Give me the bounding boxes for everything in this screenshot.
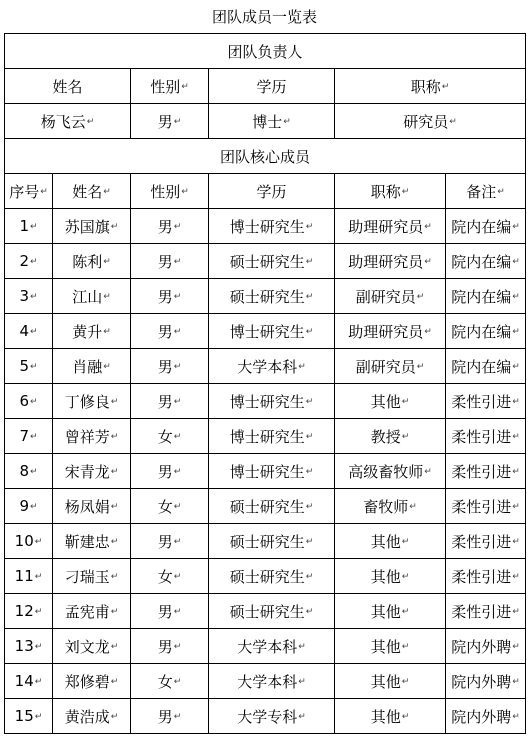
cell-gender: 女 ↵	[131, 559, 209, 594]
cell-note: 柔性引进 ↵	[446, 419, 526, 454]
leader-header-name: 姓名	[5, 69, 131, 104]
core-header-index: 序号 ↵	[5, 174, 53, 209]
cell-index: 11 ↵	[5, 559, 53, 594]
cell-note: 柔性引进 ↵	[446, 594, 526, 629]
cell-position: 副研究员 ↵	[335, 349, 446, 384]
table-row	[5, 419, 526, 454]
cell-index: 2 ↵	[5, 244, 53, 279]
cell-name: 江山 ↵	[53, 279, 131, 314]
cell-gender: 女 ↵	[131, 664, 209, 699]
table-row	[5, 594, 526, 629]
leader-section-heading-row	[5, 34, 526, 69]
cell-name: 刁瑞玉 ↵	[53, 559, 131, 594]
cell-gender: 男 ↵	[131, 244, 209, 279]
leader-section-heading: 团队负责人	[5, 34, 526, 69]
page-title: 团队成员一览表	[211, 8, 317, 26]
cell-gender: 男 ↵	[131, 629, 209, 664]
cell-name: 宋青龙 ↵	[53, 454, 131, 489]
cell-gender: 男 ↵	[131, 594, 209, 629]
leader-name: 杨飞云 ↵	[5, 104, 131, 139]
table-row	[5, 454, 526, 489]
cell-index: 9 ↵	[5, 489, 53, 524]
cell-note: 柔性引进 ↵	[446, 384, 526, 419]
cell-position: 助理研究员 ↵	[335, 314, 446, 349]
cell-index: 10 ↵	[5, 524, 53, 559]
cell-note: 院内外聘 ↵	[446, 699, 526, 734]
cell-index: 13 ↵	[5, 629, 53, 664]
cell-name: 陈利 ↵	[53, 244, 131, 279]
cell-education: 大学本科 ↵	[209, 349, 335, 384]
cell-education: 大学专科 ↵	[209, 699, 335, 734]
core-section-heading: 团队核心成员	[5, 139, 526, 174]
cell-note: 院内在编 ↵	[446, 209, 526, 244]
table-row	[5, 524, 526, 559]
leader-position: 研究员 ↵	[335, 104, 526, 139]
cell-note: 柔性引进 ↵	[446, 454, 526, 489]
cell-note: 院内在编 ↵	[446, 349, 526, 384]
core-header-row	[5, 174, 526, 209]
cell-position: 副研究员 ↵	[335, 279, 446, 314]
cell-note: 柔性引进 ↵	[446, 489, 526, 524]
cell-index: 8 ↵	[5, 454, 53, 489]
cell-name: 曾祥芳 ↵	[53, 419, 131, 454]
cell-name: 刘文龙 ↵	[53, 629, 131, 664]
core-header-education: 学历	[209, 174, 335, 209]
cell-index: 5 ↵	[5, 349, 53, 384]
cell-index: 12 ↵	[5, 594, 53, 629]
cell-index: 7 ↵	[5, 419, 53, 454]
core-header-position: 职称 ↵	[335, 174, 446, 209]
cell-name: 孟宪甫 ↵	[53, 594, 131, 629]
cell-education: 大学本科 ↵	[209, 664, 335, 699]
table-row	[5, 314, 526, 349]
cell-education: 硕士研究生 ↵	[209, 244, 335, 279]
cell-education: 博士研究生 ↵	[209, 384, 335, 419]
cell-education: 硕士研究生 ↵	[209, 279, 335, 314]
cell-name: 丁修良 ↵	[53, 384, 131, 419]
cell-position: 其他 ↵	[335, 384, 446, 419]
cell-note: 院内在编 ↵	[446, 244, 526, 279]
cell-education: 硕士研究生 ↵	[209, 524, 335, 559]
table-row	[5, 699, 526, 734]
cell-name: 郑修碧 ↵	[53, 664, 131, 699]
cell-position: 其他 ↵	[335, 524, 446, 559]
cell-gender: 男 ↵	[131, 279, 209, 314]
cell-position: 助理研究员 ↵	[335, 209, 446, 244]
core-header-note: 备注 ↵	[446, 174, 526, 209]
cell-gender: 女 ↵	[131, 489, 209, 524]
core-header-name: 姓名 ↵	[53, 174, 131, 209]
leader-row	[5, 104, 526, 139]
cell-position: 其他 ↵	[335, 664, 446, 699]
cell-education: 硕士研究生 ↵	[209, 489, 335, 524]
cell-position: 其他 ↵	[335, 559, 446, 594]
cell-position: 助理研究员 ↵	[335, 244, 446, 279]
cell-note: 柔性引进 ↵	[446, 524, 526, 559]
cell-gender: 男 ↵	[131, 314, 209, 349]
team-roster-table	[4, 33, 526, 734]
table-row	[5, 279, 526, 314]
cell-index: 6 ↵	[5, 384, 53, 419]
cell-index: 15 ↵	[5, 699, 53, 734]
cell-position: 其他 ↵	[335, 699, 446, 734]
table-row	[5, 559, 526, 594]
cell-gender: 男 ↵	[131, 454, 209, 489]
cell-index: 4 ↵	[5, 314, 53, 349]
cell-name: 杨凤娟 ↵	[53, 489, 131, 524]
cell-gender: 男 ↵	[131, 209, 209, 244]
cell-note: 院内外聘 ↵	[446, 629, 526, 664]
cell-position: 教授 ↵	[335, 419, 446, 454]
core-header-gender: 性别 ↵	[131, 174, 209, 209]
cell-note: 院内在编 ↵	[446, 279, 526, 314]
cell-index: 3 ↵	[5, 279, 53, 314]
leader-header-education: 学历	[209, 69, 335, 104]
table-row	[5, 349, 526, 384]
table-row	[5, 244, 526, 279]
cell-index: 1 ↵	[5, 209, 53, 244]
cell-note: 院内外聘 ↵	[446, 664, 526, 699]
leader-header-position: 职称 ↵	[335, 69, 526, 104]
leader-header-gender: 性别 ↵	[131, 69, 209, 104]
leader-header-row	[5, 69, 526, 104]
cell-name: 靳建忠 ↵	[53, 524, 131, 559]
cell-education: 硕士研究生 ↵	[209, 559, 335, 594]
cell-gender: 男 ↵	[131, 699, 209, 734]
table-row	[5, 629, 526, 664]
cell-education: 硕士研究生 ↵	[209, 594, 335, 629]
cell-education: 博士研究生 ↵	[209, 454, 335, 489]
cell-note: 院内在编 ↵	[446, 314, 526, 349]
cell-gender: 男 ↵	[131, 349, 209, 384]
cell-position: 其他 ↵	[335, 629, 446, 664]
cell-gender: 男 ↵	[131, 524, 209, 559]
leader-education: 博士 ↵	[209, 104, 335, 139]
cell-note: 柔性引进 ↵	[446, 559, 526, 594]
cell-education: 大学本科 ↵	[209, 629, 335, 664]
cell-education: 博士研究生 ↵	[209, 419, 335, 454]
table-row	[5, 489, 526, 524]
cell-gender: 女 ↵	[131, 419, 209, 454]
cell-name: 苏国旗 ↵	[53, 209, 131, 244]
cell-name: 肖融 ↵	[53, 349, 131, 384]
table-row	[5, 209, 526, 244]
cell-education: 博士研究生 ↵	[209, 209, 335, 244]
cell-position: 其他 ↵	[335, 594, 446, 629]
core-section-heading-row	[5, 139, 526, 174]
cell-name: 黄升 ↵	[53, 314, 131, 349]
cell-gender: 男 ↵	[131, 384, 209, 419]
cell-education: 博士研究生 ↵	[209, 314, 335, 349]
table-row	[5, 664, 526, 699]
leader-gender: 男 ↵	[131, 104, 209, 139]
cell-index: 14 ↵	[5, 664, 53, 699]
table-row	[5, 384, 526, 419]
cell-position: 畜牧师 ↵	[335, 489, 446, 524]
cell-position: 高级畜牧师 ↵	[335, 454, 446, 489]
cell-name: 黄浩成 ↵	[53, 699, 131, 734]
